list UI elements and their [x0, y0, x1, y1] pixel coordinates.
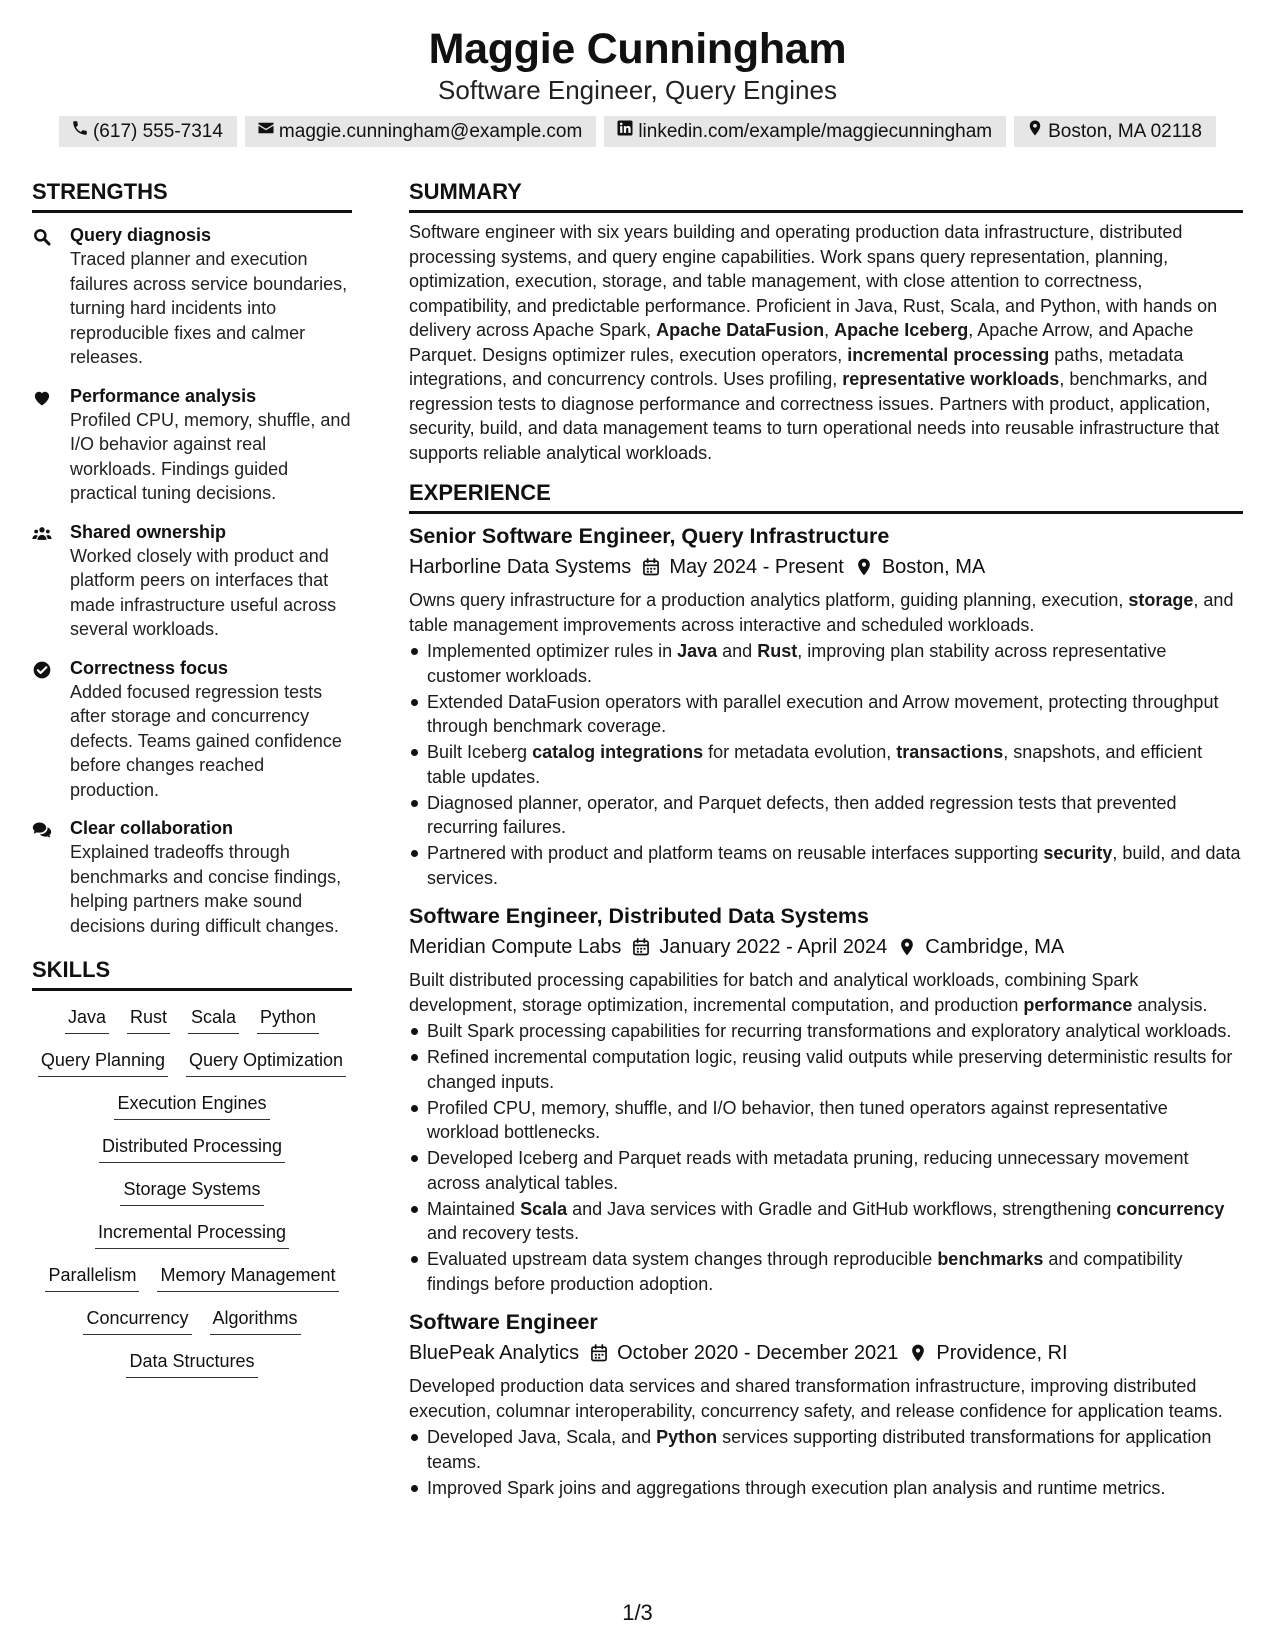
text-segment: paths, metadata integrations, and concurrency controls. Uses profiling,: [409, 344, 1184, 389]
text-segment: and Java services with Gradle and GitHub workflows, strengthening: [567, 1198, 1117, 1219]
strength-description: Profiled CPU, memory, shuffle, and I/O behavior against real workloads. Findings guided practical tuning decisions.: [70, 409, 351, 503]
text-segment: Built Iceberg: [427, 742, 533, 762]
heart-icon: [32, 384, 70, 506]
text-segment: Refined incremental computation logic, reusing valid outputs while preserving deterministic results for changed inputs.: [427, 1047, 1233, 1092]
job-dates: October 2020 - December 2021: [617, 1342, 899, 1364]
skills-section: [32, 956, 352, 1378]
text-segment: , and table management improvements across interactive and scheduled workloads.: [409, 590, 1234, 635]
skill-tag: Concurrency: [83, 1304, 191, 1335]
text-segment: and: [717, 641, 758, 661]
job-title: Software Engineer, Distributed Data Systems: [409, 904, 869, 928]
phone-icon: [71, 119, 89, 144]
map-pin-icon: [908, 1343, 928, 1363]
contact-bar: [0, 116, 1275, 147]
bold-text: storage: [1128, 590, 1194, 610]
job-location: Cambridge, MA: [925, 936, 1065, 958]
strength-item: [32, 656, 352, 803]
skill-row: [45, 1261, 338, 1292]
text-segment: Implemented optimizer rules in: [427, 641, 678, 661]
left-column: [32, 178, 352, 1378]
linkedin-text: linkedin.com/example/maggiecunningham: [638, 120, 993, 142]
skill-tag: Incremental Processing: [95, 1218, 289, 1249]
skill-tag: Distributed Processing: [99, 1132, 285, 1163]
text-segment: Owns query infrastructure for a production analytics platform, guiding planning, execution,: [409, 590, 1129, 610]
strength-title: Clear collaboration: [70, 818, 234, 838]
strength-title: Correctness focus: [70, 657, 229, 678]
text-segment: Maintained: [427, 1198, 521, 1219]
check-circle-icon: [32, 656, 70, 803]
bold-text: Apache Iceberg: [834, 320, 969, 340]
strength-item: [32, 223, 352, 370]
bullet-item: [409, 1045, 1243, 1094]
bullet-item: [409, 1425, 1243, 1474]
bullet-item: [409, 1476, 1243, 1501]
bullet-item: [409, 740, 1243, 789]
skill-row: [65, 1003, 319, 1034]
strength-item: [32, 384, 352, 506]
map-pin-icon: [854, 557, 874, 577]
bold-text: security: [1043, 843, 1113, 863]
strength-body: [70, 656, 352, 803]
job-bullets: [409, 1019, 1243, 1296]
text-segment: , Apache Arrow, and Apache Parquet. Designs optimizer rules, execution operators,: [409, 320, 1194, 365]
skill-row: [83, 1304, 300, 1335]
text-segment: Built distributed processing capabilities for batch and analytical workloads, combining Spark development, storage optimization, incremental computation, and production: [409, 970, 1139, 1015]
jobs-list: [409, 522, 1243, 1500]
job-title: Software Engineer: [409, 1310, 598, 1334]
skill-tag: Execution Engines: [114, 1089, 269, 1120]
skill-row: [120, 1175, 263, 1206]
skill-tag: Algorithms: [210, 1304, 301, 1335]
contact-phone: [59, 116, 237, 147]
email-text: maggie.cunningham@example.com: [278, 120, 583, 142]
calendar-icon: [641, 557, 661, 577]
text-segment: Evaluated upstream data system changes through reproducible: [427, 1249, 938, 1269]
job-dates: January 2022 - April 2024: [659, 936, 888, 958]
bold-text: benchmarks: [937, 1249, 1044, 1269]
summary-heading: SUMMARY: [409, 178, 1243, 213]
skill-row: [99, 1132, 285, 1163]
job-meta: [409, 1339, 1243, 1367]
text-segment: , benchmarks, and regression tests to diagnose performance and correctness issues. Partners with product, application, security, build, and data management teams to turn operational needs into reusable infrastructure that supports reliable analytical workloads.: [409, 369, 1220, 463]
company-name: Harborline Data Systems: [409, 556, 632, 578]
skill-tag: Parallelism: [45, 1261, 139, 1292]
text-segment: Diagnosed planner, operator, and Parquet defects, then added regression tests that prevented recurring failures.: [427, 792, 1177, 837]
text-segment: and compatibility findings before production adoption.: [427, 1249, 1183, 1294]
envelope-icon: [257, 119, 275, 144]
page-number: 1/3: [622, 1600, 653, 1625]
strength-title: Shared ownership: [70, 521, 227, 542]
bullet-item: [409, 639, 1243, 688]
bold-text: concurrency: [1116, 1198, 1225, 1219]
job-entry: [409, 902, 1243, 1296]
calendar-icon: [589, 1343, 609, 1363]
text-segment: , improving plan stability across representative customer workloads.: [427, 641, 1167, 686]
text-segment: and recovery tests.: [427, 1223, 580, 1243]
strength-body: [70, 384, 352, 506]
skill-tag: Scala: [188, 1003, 239, 1034]
skill-row: [38, 1046, 346, 1077]
company-name: Meridian Compute Labs: [409, 936, 622, 958]
candidate-title: Software Engineer, Query Engines: [438, 75, 837, 105]
text-segment: , snapshots, and efficient table updates.: [427, 742, 1203, 787]
users-icon: [32, 520, 70, 642]
job-location: Boston, MA: [881, 556, 986, 578]
strength-item: [32, 816, 352, 938]
calendar-icon: [631, 937, 651, 957]
bullet-item: [409, 1247, 1243, 1296]
bullet-item: [409, 1096, 1243, 1145]
text-segment: , build, and data services.: [427, 843, 1241, 888]
text-segment: for metadata evolution,: [703, 742, 897, 762]
bold-text: performance: [1023, 994, 1133, 1015]
text-segment: Built Spark processing capabilities for recurring transformations and exploratory analytical workloads.: [427, 1021, 1232, 1041]
skill-tag: Query Optimization: [186, 1046, 346, 1077]
bullet-item: [409, 1197, 1243, 1246]
strength-description: Traced planner and execution failures across service boundaries, turning hard incidents into reproducible fixes and calmer releases.: [70, 249, 348, 367]
text-segment: Developed production data services and shared transformation infrastructure, improving distributed execution, columnar interoperability, concurrency safety, and release confidence for application teams.: [409, 1376, 1223, 1421]
strength-body: [70, 816, 352, 938]
strength-description: Explained tradeoffs through benchmarks and concise findings, helping partners make sound decisions during difficult changes.: [70, 842, 342, 936]
bold-text: Scala: [520, 1198, 568, 1219]
bold-text: Java: [677, 641, 718, 661]
job-meta: [409, 553, 1243, 581]
skills-heading: SKILLS: [32, 956, 352, 991]
location-text: Boston, MA 02118: [1048, 120, 1202, 142]
bullet-item: [409, 690, 1243, 739]
text-segment: Partnered with product and platform teams on reusable interfaces supporting: [427, 843, 1044, 863]
bullet-item: [409, 1146, 1243, 1195]
bold-text: transactions: [896, 742, 1004, 762]
text-segment: Developed Java, Scala, and: [427, 1427, 657, 1447]
job-bullets: [409, 639, 1243, 890]
job-entry: [409, 522, 1243, 890]
experience-section: [409, 479, 1243, 1500]
skill-tag: Rust: [127, 1003, 170, 1034]
contact-linkedin[interactable]: [604, 116, 1006, 147]
skill-tag: Memory Management: [157, 1261, 338, 1292]
text-segment: Profiled CPU, memory, shuffle, and I/O behavior, then tuned operators against representative workload bottlenecks.: [427, 1097, 1168, 1142]
text-segment: services supporting distributed transformations for application teams.: [427, 1427, 1212, 1472]
text-segment: Improved Spark joins and aggregations through execution plan analysis and runtime metrics.: [427, 1477, 1166, 1498]
bullet-item: [409, 841, 1243, 890]
phone-text: (617) 555-7314: [92, 120, 223, 142]
bullet-item: [409, 1019, 1243, 1044]
magnifier-icon: [32, 223, 70, 370]
bold-text: incremental processing: [847, 344, 1050, 365]
strength-item: [32, 520, 352, 642]
chat-bubbles-icon: [32, 816, 70, 938]
job-description: [409, 588, 1243, 637]
text-segment: Software engineer with six years building and operating production data infrastructure, distributed processing systems, and query engine capabilities. Work spans query representation, planning, optimization, execution, storage, and table management, with close attention to correctness, compatibility, and predictable performance. Proficient in Java, Rust, Scala, and Python, with hands on delivery across Apache Spark,: [409, 222, 1218, 340]
skill-tag: Java: [65, 1003, 109, 1034]
strength-body: [70, 223, 352, 370]
skill-tag: Data Structures: [126, 1347, 257, 1378]
skill-tag: Python: [257, 1003, 319, 1034]
strength-description: Worked closely with product and platform peers on interfaces that made infrastructure useful across several workloads.: [70, 545, 337, 639]
strength-title: Query diagnosis: [70, 225, 212, 245]
job-entry: [409, 1308, 1243, 1500]
skill-row: [95, 1218, 289, 1249]
job-description: [409, 1374, 1243, 1423]
strength-body: [70, 520, 352, 642]
candidate-name: Maggie Cunningham: [428, 25, 847, 73]
resume-header: [0, 24, 1275, 147]
job-bullets: [409, 1425, 1243, 1500]
job-dates: May 2024 - Present: [669, 556, 844, 578]
summary-text: [409, 220, 1243, 465]
bullet-item: [409, 791, 1243, 840]
experience-heading: EXPERIENCE: [409, 479, 1243, 514]
summary-section: [409, 178, 1243, 465]
map-pin-icon: [897, 937, 917, 957]
strength-description: Added focused regression tests after storage and concurrency defects. Teams gained confidence before changes reached production.: [70, 681, 342, 800]
job-description: [409, 968, 1243, 1017]
bold-text: Rust: [757, 641, 798, 661]
job-title: Senior Software Engineer, Query Infrastructure: [409, 524, 890, 548]
bold-text: Apache DataFusion: [656, 320, 825, 340]
bold-text: catalog integrations: [532, 742, 704, 762]
contact-email[interactable]: [245, 116, 596, 147]
linkedin-icon: [616, 119, 634, 144]
text-segment: Developed Iceberg and Parquet reads with metadata pruning, reducing unnecessary movement across analytical tables.: [427, 1148, 1189, 1193]
skills-list: [32, 1003, 352, 1378]
bold-text: representative workloads: [842, 369, 1060, 389]
company-name: BluePeak Analytics: [409, 1342, 580, 1364]
right-column: [409, 178, 1243, 1502]
skill-row: [126, 1347, 257, 1378]
text-segment: ,: [824, 320, 835, 340]
text-segment: Extended DataFusion operators with parallel execution and Arrow movement, protecting throughput through benchmark coverage.: [427, 691, 1219, 736]
bold-text: Python: [656, 1427, 718, 1447]
strengths-list: [32, 223, 352, 938]
text-segment: analysis.: [1132, 994, 1208, 1015]
contact-location: [1014, 116, 1216, 147]
strengths-heading: STRENGTHS: [32, 178, 352, 213]
strength-title: Performance analysis: [70, 385, 257, 406]
skill-row: [114, 1089, 269, 1120]
job-meta: [409, 933, 1243, 961]
strengths-section: [32, 178, 352, 938]
map-pin-icon: [1026, 119, 1044, 144]
skill-tag: Query Planning: [38, 1046, 168, 1077]
job-location: Providence, RI: [936, 1342, 1068, 1364]
skill-tag: Storage Systems: [120, 1175, 263, 1206]
